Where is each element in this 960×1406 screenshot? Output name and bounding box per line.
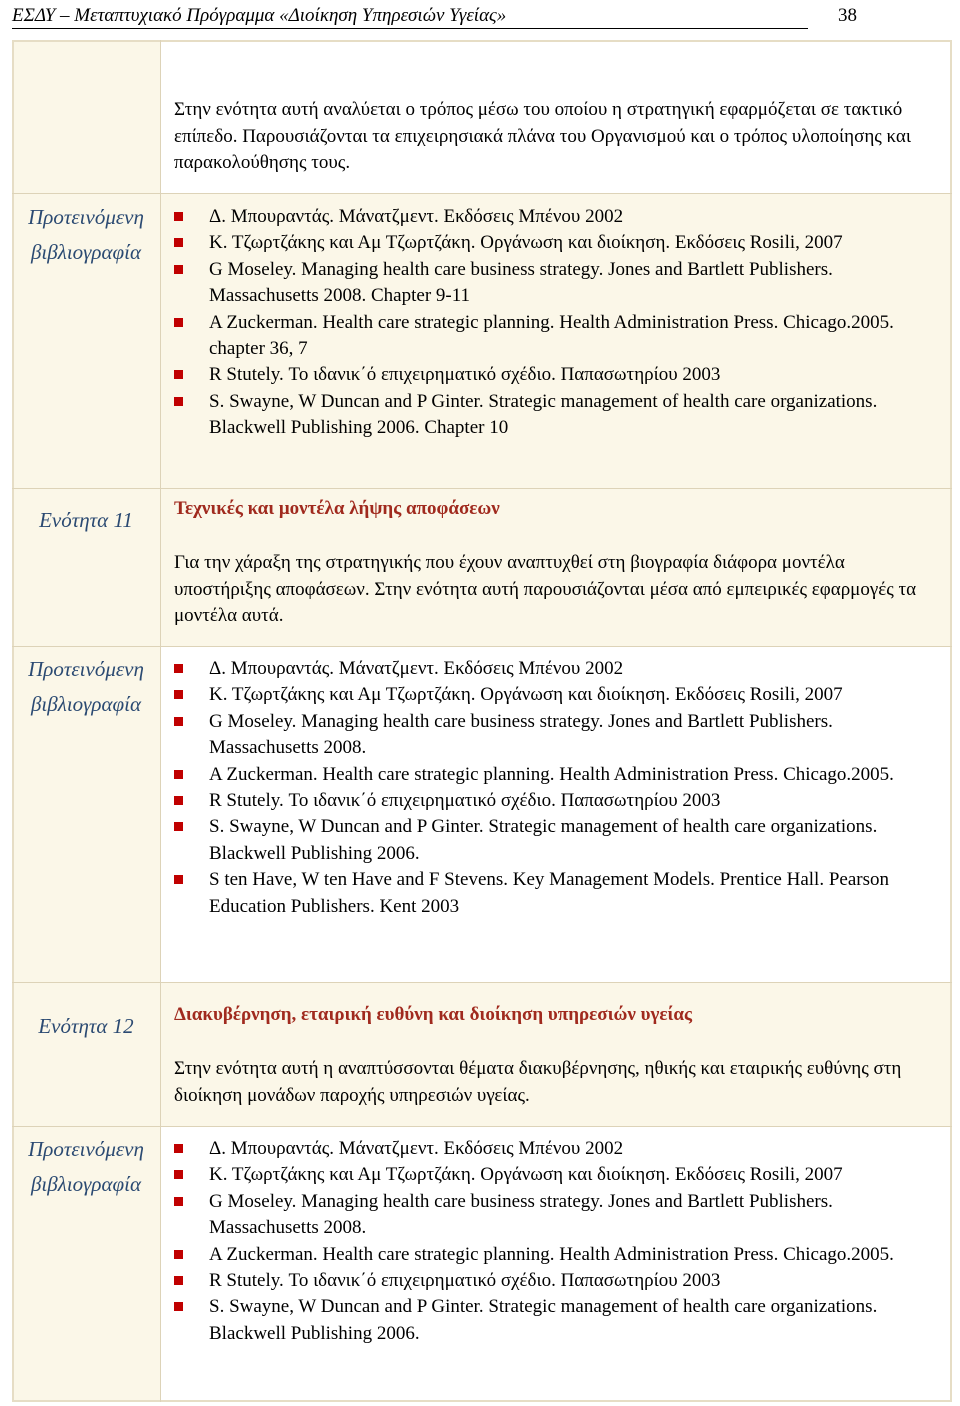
table-row-divider: [12, 646, 952, 647]
list-item: S. Swayne, W Duncan and P Ginter. Strategic management of health care organizations. Blackwell Publishing 2006.: [174, 1294, 934, 1347]
list-item: Κ. Τζωρτζάκης και Αμ Τζωρτζάκη. Οργάνωση και διοίκηση. Εκδόσεις Rosili, 2007: [174, 230, 934, 256]
table-column-divider: [160, 40, 161, 1402]
square-bullet-icon: [174, 1250, 183, 1259]
square-bullet-icon: [174, 212, 183, 221]
table-row-divider: [12, 193, 952, 194]
square-bullet-icon: [174, 238, 183, 247]
list-item: Δ. Μπουραντάς. Μάνατζμεντ. Εκδόσεις Μπένου 2002: [174, 656, 934, 682]
unit12-title: Διακυβέρνηση, εταιρική ευθύνη και διοίκηση υπηρεσιών υγείας: [174, 1004, 693, 1025]
list-item: R Stutely. Το ιδανικ΄ό επιχειρηματικό σχέδιο. Παπασωτηρίου 2003: [174, 362, 934, 388]
list-item: S. Swayne, W Duncan and P Ginter. Strategic management of health care organizations. Blackwell Publishing 2006.: [174, 814, 934, 867]
square-bullet-icon: [174, 397, 183, 406]
page-number: 38: [838, 5, 857, 26]
square-bullet-icon: [174, 1144, 183, 1153]
list-item: G Moseley. Managing health care business strategy. Jones and Bartlett Publishers. Massachusetts 2008.: [174, 1189, 934, 1242]
list-item: A Zuckerman. Health care strategic planning. Health Administration Press. Chicago.2005.: [174, 1242, 934, 1268]
square-bullet-icon: [174, 1197, 183, 1206]
square-bullet-icon: [174, 770, 183, 779]
block1-description: Στην ενότητα αυτή αναλύεται ο τρόπος μέσω του οποίου η στρατηγική εφαρμόζεται σε τακτικό επίπεδο. Παρουσιάζονται τα επιχειρησιακά πλάνα του Οργανισμού και ο τρόπος υλοποίησης και παρακολούθησης τους.: [174, 99, 912, 173]
table-row-divider: [12, 488, 952, 489]
square-bullet-icon: [174, 370, 183, 379]
list-item: Κ. Τζωρτζάκης και Αμ Τζωρτζάκη. Οργάνωση και διοίκηση. Εκδόσεις Rosili, 2007: [174, 682, 934, 708]
document-title: ΕΣΔΥ – Μεταπτυχιακό Πρόγραμμα «Διοίκηση Υπηρεσιών Υγείας»: [12, 5, 507, 26]
list-item: Κ. Τζωρτζάκης και Αμ Τζωρτζάκη. Οργάνωση και διοίκηση. Εκδόσεις Rosili, 2007: [174, 1162, 934, 1188]
unit11-description: Για την χάραξη της στρατηγικής που έχουν αναπτυχθεί στη βιογραφία διάφορα μοντέλα υποστήριξης αποφάσεων. Στην ενότητα αυτή παρουσιάζονται μέσα από εμπειρικές εφαρμογές τα μοντέλα αυτά.: [174, 552, 917, 626]
square-bullet-icon: [174, 717, 183, 726]
square-bullet-icon: [174, 664, 183, 673]
table-row-divider: [12, 982, 952, 983]
square-bullet-icon: [174, 875, 183, 884]
list-item: G Moseley. Managing health care business strategy. Jones and Bartlett Publishers. Massachusetts 2008.: [174, 709, 934, 762]
list-item: R Stutely. Το ιδανικ΄ό επιχειρηματικό σχέδιο. Παπασωτηρίου 2003: [174, 1268, 934, 1294]
square-bullet-icon: [174, 1276, 183, 1285]
biblio-list-2: [174, 656, 934, 920]
square-bullet-icon: [174, 822, 183, 831]
square-bullet-icon: [174, 318, 183, 327]
unit11-title: Τεχνικές και μοντέλα λήψης αποφάσεων: [174, 498, 500, 519]
unit11-label: Ενότητα 11: [39, 508, 133, 532]
unit12-label: Ενότητα 12: [38, 1014, 134, 1038]
page-header: [12, 2, 857, 29]
list-item: A Zuckerman. Health care strategic planning. Health Administration Press. Chicago.2005.: [174, 762, 934, 788]
table-row-divider: [12, 1126, 952, 1127]
square-bullet-icon: [174, 1302, 183, 1311]
biblio-label-1: Προτεινόμενη βιβλιογραφία: [28, 205, 144, 264]
biblio-label-3: Προτεινόμενη βιβλιογραφία: [28, 1137, 144, 1196]
list-item: Δ. Μπουραντάς. Μάνατζμεντ. Εκδόσεις Μπένου 2002: [174, 1136, 934, 1162]
unit12-description: Στην ενότητα αυτή η αναπτύσσονται θέματα διακυβέρνησης, ηθικής και εταιρικής ευθύνης στη διοίκηση μονάδων παροχής υπηρεσιών υγείας.: [174, 1058, 902, 1106]
list-item: S ten Have, W ten Have and F Stevens. Key Management Models. Prentice Hall. Pearson Education Publishers. Kent 2003: [174, 867, 934, 920]
list-item: G Moseley. Managing health care business strategy. Jones and Bartlett Publishers. Massachusetts 2008. Chapter 9-11: [174, 257, 934, 310]
list-item: A Zuckerman. Health care strategic planning. Health Administration Press. Chicago.2005. chapter 36, 7: [174, 310, 934, 363]
list-item: S. Swayne, W Duncan and P Ginter. Strategic management of health care organizations. Blackwell Publishing 2006. Chapter 10: [174, 389, 934, 442]
square-bullet-icon: [174, 796, 183, 805]
square-bullet-icon: [174, 265, 183, 274]
list-item: R Stutely. Το ιδανικ΄ό επιχειρηματικό σχέδιο. Παπασωτηρίου 2003: [174, 788, 934, 814]
biblio-list-1: [174, 204, 934, 442]
biblio-list-3: [174, 1136, 934, 1347]
square-bullet-icon: [174, 1170, 183, 1179]
biblio-label-2: Προτεινόμενη βιβλιογραφία: [28, 657, 144, 716]
list-item: Δ. Μπουραντάς. Μάνατζμεντ. Εκδόσεις Μπένου 2002: [174, 204, 934, 230]
square-bullet-icon: [174, 690, 183, 699]
